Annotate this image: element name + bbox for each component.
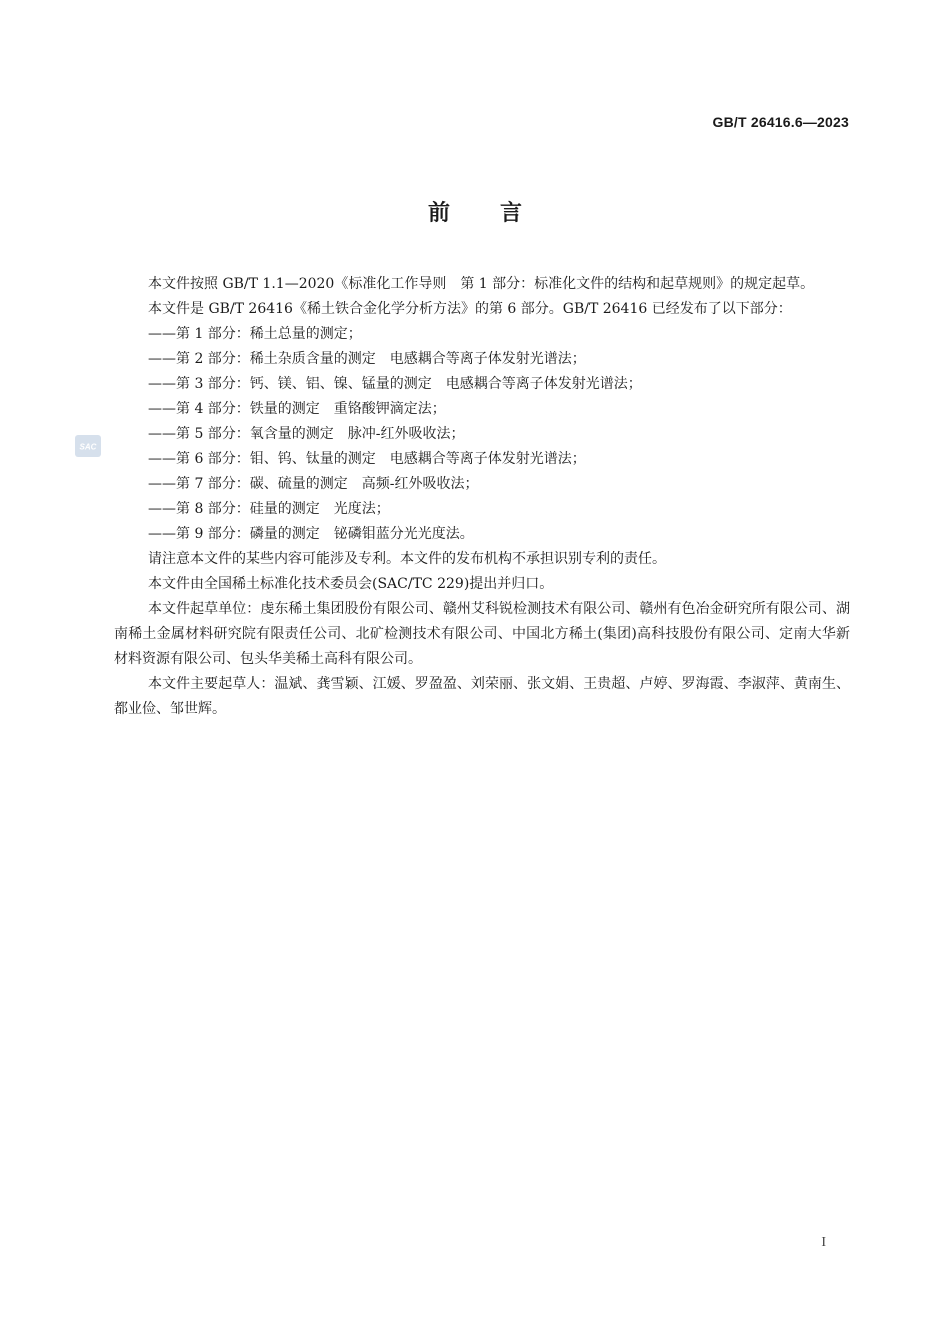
list-item: ——第 7 部分：碳、硫量的测定 高频-红外吸收法； <box>148 476 479 492</box>
document-body <box>114 272 850 722</box>
list-item: ——第 9 部分：磷量的测定 铋磷钼蓝分光光度法。 <box>148 526 474 542</box>
paragraph-patent-notice: 请注意本文件的某些内容可能涉及专利。本文件的发布机构不承担识别专利的责任。 <box>148 551 666 567</box>
list-item: ——第 4 部分：铁量的测定 重铬酸钾滴定法； <box>148 401 446 417</box>
page-title: 前言 <box>427 201 572 226</box>
paragraph-series-intro: 本文件是 GB/T 26416《稀土铁合金化学分析方法》的第 6 部分。GB/T 26416 已经发布了以下部分： <box>148 301 792 317</box>
sac-logo <box>75 435 101 457</box>
list-item: ——第 6 部分：钼、钨、钛量的测定 电感耦合等离子体发射光谱法； <box>148 451 586 467</box>
paragraph-drafters: 本文件主要起草人：温斌、龚雪颖、江媛、罗盈盈、刘荣丽、张文娟、王贵超、卢婷、罗海霞、李淑萍、黄南生、都业俭、邹世辉。 <box>114 676 850 717</box>
paragraph-drafting-rule: 本文件按照 GB/T 1.1—2020《标准化工作导则 第 1 部分：标准化文件的结构和起草规则》的规定起草。 <box>148 276 815 292</box>
list-item: ——第 2 部分：稀土杂质含量的测定 电感耦合等离子体发射光谱法； <box>148 351 586 367</box>
list-item: ——第 8 部分：硅量的测定 光度法； <box>148 501 390 517</box>
paragraph-committee: 本文件由全国稀土标准化技术委员会(SAC/TC 229)提出并归口。 <box>148 576 554 592</box>
standard-number: GB/T 26416.6—2023 <box>712 114 849 130</box>
sac-logo-text: SAC <box>79 442 97 452</box>
list-item: ——第 1 部分：稀土总量的测定； <box>148 326 362 342</box>
paragraph-drafting-units: 本文件起草单位：虔东稀土集团股份有限公司、赣州艾科锐检测技术有限公司、赣州有色冶金研究所有限公司、湖南稀土金属材料研究院有限责任公司、北矿检测技术有限公司、中国北方稀土(集团)高科技股份有限公司、定南大华新材料资源有限公司、包头华美稀土高科有限公司。 <box>114 601 850 667</box>
parts-list <box>114 322 850 547</box>
page-number: I <box>821 1235 826 1250</box>
list-item: ——第 3 部分：钙、镁、铝、镍、锰量的测定 电感耦合等离子体发射光谱法； <box>148 376 642 392</box>
list-item: ——第 5 部分：氧含量的测定 脉冲-红外吸收法； <box>148 426 465 442</box>
